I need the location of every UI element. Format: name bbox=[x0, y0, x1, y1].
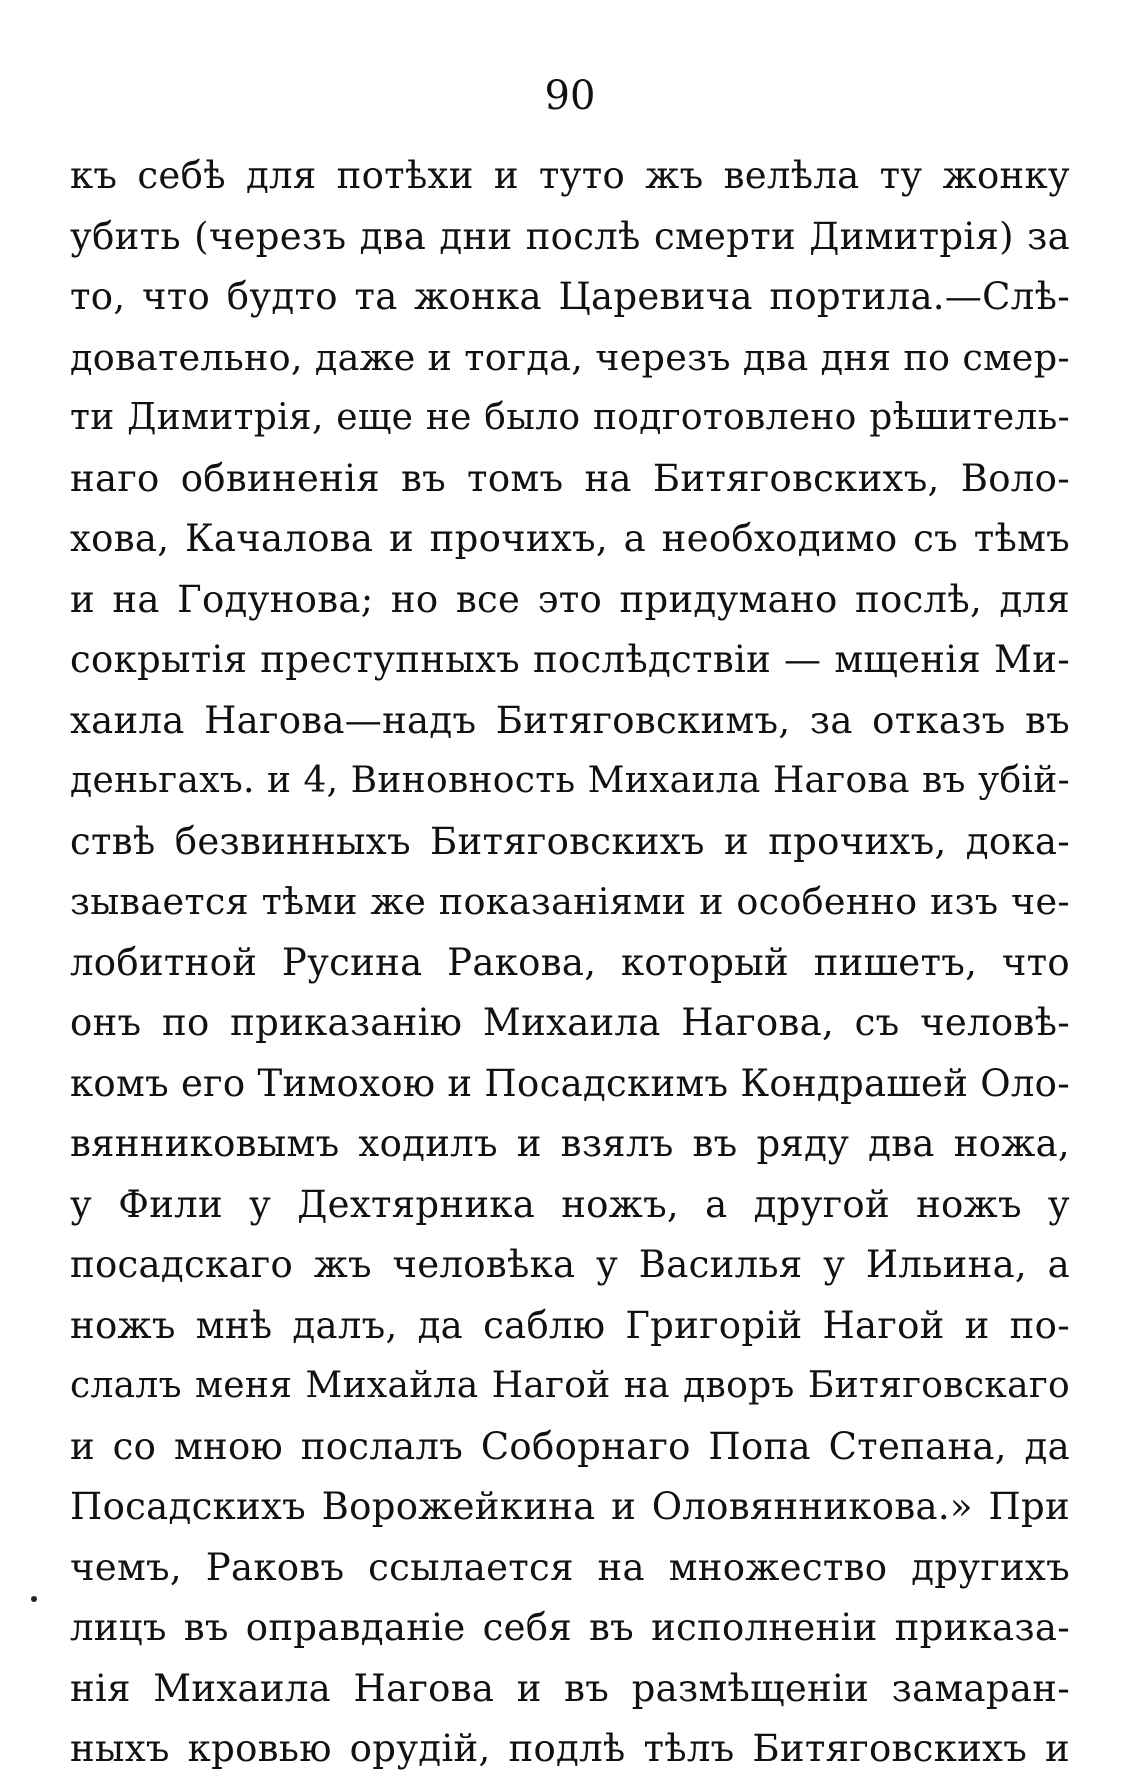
text-line: нія Михаила Нагова и въ размѣщеніи замаран- bbox=[70, 1666, 1070, 1710]
text-line: комъ его Тимохою и Посадскимъ Кондрашей Оло- bbox=[70, 1061, 1071, 1105]
text-line: у Фили у Дехтярника ножъ, а другой ножъ у bbox=[70, 1182, 1070, 1226]
text-line: убить (черезъ два дни послѣ смерти Димитрія) за bbox=[70, 214, 1070, 258]
text-line: лобитной Русина Ракова, который пишетъ, что bbox=[70, 940, 1070, 984]
text-line: и на Годунова; но все это придумано послѣ, для bbox=[70, 577, 1070, 621]
body-text bbox=[70, 146, 1070, 1780]
text-line: то, что будто та жонка Царевича портила.—Слѣ- bbox=[70, 275, 1070, 318]
text-line: онъ по приказанію Михаила Нагова, съ человѣ- bbox=[70, 1001, 1070, 1044]
ink-speck bbox=[31, 1596, 37, 1602]
text-line: хаила Нагова—надъ Битяговскимъ, за отказъ въ bbox=[70, 698, 1070, 742]
text-line: посадскаго жъ человѣка у Василья у Ильина, а bbox=[70, 1243, 1070, 1286]
text-line: ножъ мнѣ далъ, да саблю Григорій Нагой и по- bbox=[70, 1303, 1070, 1347]
page-number: 90 bbox=[544, 73, 596, 119]
text-line: сокрытія преступныхъ послѣдствіи — мщенія Ми- bbox=[70, 638, 1070, 681]
text-line: слалъ меня Михайла Нагой на дворъ Битяговскаго bbox=[70, 1365, 1070, 1406]
text-line: довательно, даже и тогда, черезъ два дня по смер- bbox=[70, 335, 1070, 379]
text-line: ти Димитрія, еще не было подготовлено рѣшитель- bbox=[70, 397, 1070, 438]
text-line: хова, Качалова и прочихъ, а необходимо съ тѣмъ bbox=[70, 517, 1070, 560]
text-line: чемъ, Раковъ ссылается на множество другихъ bbox=[70, 1545, 1070, 1589]
text-line: ствѣ безвинныхъ Битяговскихъ и прочихъ, дока- bbox=[70, 819, 1070, 863]
text-line: лицъ въ оправданіе себя въ исполненіи приказа- bbox=[70, 1606, 1070, 1649]
text-line: зывается тѣми же показаніями и особенно изъ че- bbox=[70, 880, 1070, 923]
text-line: къ себѣ для потѣхи и туто жъ велѣла ту жонку bbox=[70, 154, 1070, 197]
text-line: и со мною послалъ Соборнаго Попа Степана, да bbox=[70, 1424, 1070, 1468]
text-line: ныхъ кровью орудій, подлѣ тѣлъ Битяговскихъ и bbox=[70, 1727, 1070, 1770]
text-line: деньгахъ. и 4, Виновность Михаила Нагова въ убій- bbox=[70, 760, 1070, 801]
text-line: вянниковымъ ходилъ и взялъ въ ряду два ножа, bbox=[70, 1122, 1070, 1165]
text-line: Посадскихъ Ворожейкина и Оловянникова.» При bbox=[70, 1485, 1070, 1528]
text-line: наго обвиненія въ томъ на Битяговскихъ, Воло- bbox=[70, 456, 1070, 500]
